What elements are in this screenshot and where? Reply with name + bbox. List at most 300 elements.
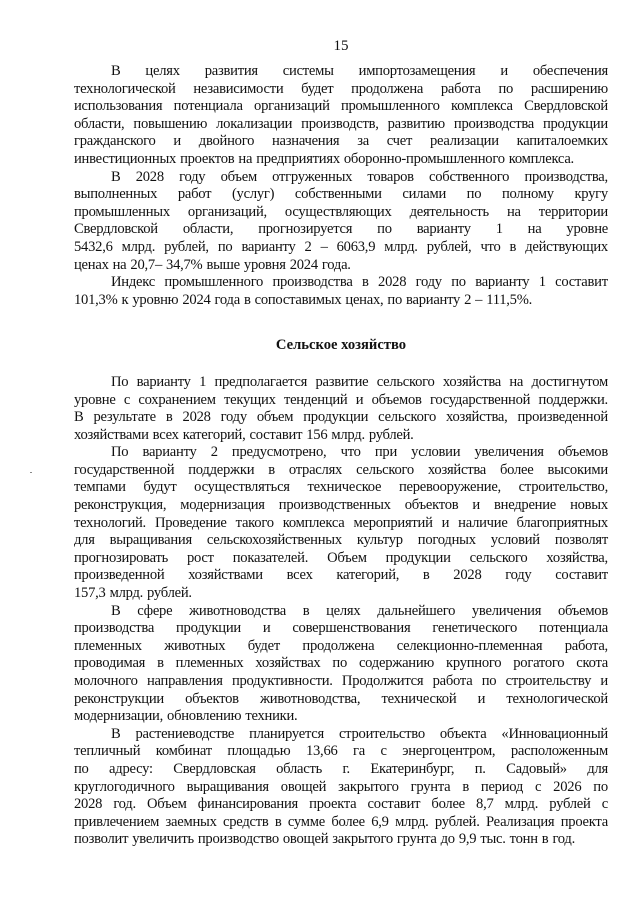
word: технологической — [74, 80, 176, 97]
section-heading: Сельское хозяйство — [275, 337, 407, 354]
word: хозяйствами — [74, 426, 149, 443]
word: рублей — [549, 796, 591, 813]
word: объекта — [439, 725, 487, 742]
word: Объем — [147, 796, 187, 813]
word: составит — [555, 567, 608, 584]
word: варианту — [142, 444, 197, 461]
word: племенных — [175, 655, 244, 672]
word: В — [111, 63, 121, 79]
word: продукции — [176, 620, 241, 637]
word: на — [527, 221, 542, 238]
word: сельского — [376, 373, 435, 390]
word: крупного — [446, 655, 502, 672]
word: осуществляющих — [284, 203, 392, 220]
word: продолжена — [302, 637, 375, 654]
word: закрытого — [338, 778, 399, 795]
word: продукции — [303, 409, 369, 426]
text-line — [74, 743, 608, 761]
word: составит — [555, 274, 608, 291]
text-line — [74, 479, 608, 497]
text-line — [74, 274, 608, 292]
word: на — [238, 150, 253, 167]
word: тонн — [509, 831, 538, 848]
word: производства, — [524, 168, 608, 185]
word: потенциала — [173, 98, 243, 115]
word: темпами — [74, 479, 126, 496]
text-line — [74, 221, 608, 239]
word: поддержки. — [538, 391, 608, 408]
word: категорий, — [336, 567, 400, 584]
word: продукции — [542, 115, 608, 132]
word: выращивания — [109, 532, 192, 549]
paragraph-livestock — [74, 603, 608, 726]
word: всех — [286, 567, 313, 584]
word: для — [74, 532, 95, 549]
text-line — [74, 673, 608, 691]
word: произведенной — [74, 567, 165, 584]
word: 1 — [538, 274, 546, 291]
word: объем — [256, 409, 294, 426]
word: развитие — [315, 373, 369, 390]
word: объемов — [557, 444, 608, 461]
word: в — [268, 461, 275, 478]
word: объектов — [404, 497, 459, 514]
word: тепличный — [74, 743, 141, 760]
word: 13,66 — [305, 743, 338, 760]
word: хозяйства — [442, 373, 501, 390]
word: территории — [538, 203, 608, 220]
word: увеличить — [132, 831, 194, 848]
word: сохранением — [138, 391, 216, 408]
word: в — [302, 602, 310, 619]
word: год. — [552, 831, 576, 848]
word: и — [173, 133, 181, 150]
word: производства — [453, 115, 534, 132]
word: года — [214, 291, 240, 308]
word: году — [505, 567, 532, 584]
word: и — [477, 690, 486, 707]
word: государственной — [74, 461, 175, 478]
text-line — [74, 532, 608, 550]
word: в — [422, 567, 430, 584]
word: по — [332, 655, 348, 672]
word: тенденций — [283, 391, 348, 408]
text-line — [74, 638, 608, 656]
word: увеличения — [471, 602, 542, 619]
word: на — [506, 203, 521, 220]
text-line — [74, 831, 608, 849]
word: работа — [432, 673, 473, 689]
word: реконструкция, — [74, 497, 167, 514]
word: с — [535, 778, 542, 795]
word: животноводства — [189, 602, 286, 619]
page-number: 15 — [333, 38, 349, 54]
word: продолжена — [351, 80, 424, 97]
word: 157,3 — [74, 585, 106, 602]
word: по — [481, 673, 497, 689]
text-line — [74, 655, 608, 673]
text-line — [74, 462, 608, 480]
word: выращивания — [186, 778, 269, 795]
word: 6063,9 — [336, 238, 376, 255]
word: варианту — [416, 221, 471, 238]
word: составит — [249, 426, 303, 443]
word: товаров — [367, 168, 414, 185]
word: млрд. — [121, 238, 156, 255]
word: проекта — [309, 796, 357, 813]
word: объемов — [557, 602, 608, 619]
word: 8,7 — [476, 796, 494, 813]
word: варианту — [406, 291, 461, 308]
word: 101,3% — [74, 291, 118, 308]
word: В — [111, 168, 121, 185]
word: сумме — [287, 813, 325, 830]
word: в — [157, 655, 164, 672]
text-line — [74, 497, 608, 515]
word: объемов — [371, 391, 422, 408]
word: хозяйства — [427, 461, 487, 478]
text-line — [74, 708, 608, 726]
word: достигнутом — [531, 373, 608, 390]
text-line — [74, 603, 608, 621]
word: потенциала — [538, 620, 608, 637]
word: для — [587, 760, 608, 777]
word: расположенным — [510, 743, 608, 760]
word: техническое — [307, 479, 382, 496]
text-line — [74, 98, 608, 116]
word: перевооружение, — [398, 479, 501, 496]
word: целях — [145, 63, 180, 79]
word: 1 — [199, 373, 207, 390]
word: что — [340, 444, 361, 461]
word: технологической — [506, 690, 608, 707]
word: расширению — [530, 80, 608, 97]
word: 2 — [210, 444, 218, 461]
word: кругу — [574, 186, 608, 203]
word: капиталоемких — [516, 133, 608, 150]
word: хозяйствах — [255, 655, 321, 672]
word: работа — [440, 80, 481, 97]
word: организаций — [254, 98, 330, 115]
word: 156 — [306, 426, 328, 443]
word: 2024 — [182, 291, 211, 308]
word: В — [111, 725, 121, 742]
word: более — [499, 461, 534, 478]
word: условий — [490, 532, 540, 549]
word: отраслях — [288, 461, 343, 478]
word: рост — [186, 549, 214, 566]
word: объем — [220, 168, 257, 185]
word: В — [74, 409, 84, 426]
word: производства — [272, 274, 353, 291]
word: 5432,6 — [74, 238, 113, 255]
word: объектов — [185, 690, 239, 707]
paragraph-industrial-production-index — [74, 274, 608, 309]
word: в — [362, 274, 369, 291]
word: текущих — [224, 391, 276, 408]
word: млрд. — [384, 238, 418, 255]
word: 2024 — [289, 256, 318, 273]
word: сельского — [469, 549, 528, 566]
word: в — [243, 291, 251, 308]
word: развитию — [387, 115, 445, 132]
word: г. — [342, 760, 350, 777]
word: выше — [206, 256, 240, 273]
word: 2028 — [135, 168, 164, 185]
word: сфере — [137, 602, 173, 619]
word: и — [472, 497, 480, 514]
word: В — [111, 602, 121, 619]
word: что — [480, 238, 501, 255]
word: круглогодичного — [74, 778, 175, 795]
word: по — [377, 221, 392, 238]
word: производственных — [278, 497, 391, 514]
paragraph-crop-production — [74, 726, 608, 849]
word: года. — [321, 256, 351, 273]
text-line — [74, 409, 608, 427]
word: 1 — [495, 221, 503, 238]
word: предусмотрено, — [231, 444, 327, 461]
word: животных — [164, 637, 226, 654]
word: комплекса — [451, 98, 513, 115]
word: хозяйствами — [188, 567, 263, 584]
word: адресу: — [109, 760, 153, 777]
word: мероприятий — [353, 514, 433, 531]
word: Свердловская — [173, 760, 256, 777]
word: локализации — [216, 115, 293, 132]
word: 9,9 — [458, 831, 477, 848]
word: Продолжится — [341, 673, 424, 689]
word: уровню — [132, 291, 179, 308]
word: планируется — [249, 725, 324, 742]
word: будет — [301, 80, 334, 97]
word: 2028 — [378, 274, 407, 291]
text-line — [74, 691, 608, 709]
word: строительство, — [518, 479, 608, 496]
word: будет — [247, 637, 280, 654]
word: по — [387, 291, 403, 308]
word: строительству — [505, 673, 592, 689]
word: двойного — [198, 133, 255, 150]
word: и — [500, 63, 508, 79]
text-line — [74, 151, 608, 169]
word: 2 — [304, 238, 312, 255]
word: ценах, — [345, 291, 384, 308]
word: По — [111, 444, 129, 461]
word: составит — [367, 796, 421, 813]
word: средств — [223, 813, 269, 830]
word: 2028 — [182, 409, 211, 426]
word: хозяйства, — [546, 549, 608, 566]
word: племенных — [74, 637, 142, 654]
paragraph-shipped-goods-forecast — [74, 169, 608, 275]
word: внедрение — [494, 497, 557, 514]
word: рублей. — [434, 813, 480, 830]
word: при — [374, 444, 398, 461]
word: работ — [177, 186, 212, 203]
word: такого — [235, 514, 274, 531]
word: 2028 — [74, 796, 103, 813]
word: обновлению — [167, 708, 242, 725]
word: собственного — [429, 168, 510, 185]
word: Индекс — [111, 274, 155, 291]
text-line — [74, 239, 608, 257]
word: в — [541, 831, 549, 848]
word: отгруженных — [272, 168, 353, 185]
word: сельского — [378, 409, 437, 426]
word: реализации — [429, 133, 499, 150]
word: силами — [402, 186, 446, 203]
text-line — [74, 133, 608, 151]
word: гражданского — [74, 133, 156, 150]
word: проекта — [560, 813, 608, 830]
word: область — [276, 760, 323, 777]
word: 2 — [464, 291, 472, 308]
text-line — [74, 779, 608, 797]
word: к — [121, 291, 129, 308]
word: Свердловской — [524, 98, 608, 115]
text-line — [74, 567, 608, 585]
paragraph-agriculture-variant-1 — [74, 374, 608, 444]
word: – — [475, 291, 483, 308]
word: более — [331, 813, 365, 830]
word: благоприятных — [516, 514, 608, 531]
word: государственной — [429, 391, 531, 408]
word: полному — [501, 186, 554, 203]
word: в — [165, 409, 173, 426]
word: уровне — [74, 391, 116, 408]
word: действующих — [525, 238, 608, 255]
word: тыс. — [480, 831, 506, 848]
text-line — [74, 796, 608, 814]
word: на — [112, 256, 127, 273]
word: период — [480, 778, 524, 795]
word: рублей, — [164, 238, 209, 255]
text-line — [74, 585, 608, 603]
word: и — [441, 514, 450, 531]
word: млрд. — [504, 796, 539, 813]
word: промышленного — [340, 98, 440, 115]
text-line — [74, 81, 608, 99]
word: техники. — [245, 708, 298, 725]
word: энергоцентром, — [402, 743, 496, 760]
text-line — [74, 427, 608, 445]
word: привлечением — [74, 813, 160, 830]
word: увеличения — [474, 444, 544, 461]
word: производство — [197, 831, 279, 848]
word: хозяйства, — [446, 409, 508, 426]
word: млрд. — [109, 585, 144, 602]
word: проводимая — [74, 655, 146, 672]
word: культур — [356, 532, 403, 549]
word: счет — [386, 133, 413, 150]
scan-speck — [30, 472, 32, 473]
word: модернизации, — [74, 708, 164, 725]
word: 6,9 — [371, 813, 389, 830]
word: производства — [74, 620, 155, 637]
word: дальнейшего — [377, 602, 456, 619]
word: показателей. — [232, 549, 309, 566]
word: площадью — [227, 743, 291, 760]
word: растениеводстве — [135, 725, 235, 742]
word: повышению — [133, 115, 208, 132]
word: работа, — [564, 637, 608, 654]
word: поддержки — [188, 461, 255, 478]
word: в — [274, 813, 282, 830]
word: целях — [326, 602, 361, 619]
word: производств, — [301, 115, 379, 132]
word: промышленного — [164, 274, 264, 291]
word: рублей, — [426, 238, 472, 255]
word: в — [462, 778, 469, 795]
word: категорий, — [182, 426, 246, 443]
word: до — [440, 831, 455, 848]
text-line — [74, 515, 608, 533]
word: год. — [113, 796, 136, 813]
word: рублей. — [147, 585, 192, 602]
word: комплекса. — [508, 150, 574, 167]
text-line — [74, 814, 608, 832]
word: всех — [152, 426, 179, 443]
word: грунта — [396, 831, 437, 848]
word: позволит — [74, 831, 129, 848]
word: высокими — [547, 461, 608, 478]
word: более — [431, 796, 465, 813]
word: овощей — [282, 831, 329, 848]
word: селекционно-племенная — [396, 637, 543, 654]
word: в — [509, 238, 517, 255]
paragraph-agriculture-variant-2 — [74, 444, 608, 602]
word: По — [111, 373, 129, 390]
word: году — [220, 409, 247, 426]
word: 34,7% — [166, 256, 203, 273]
word: проектов — [180, 150, 235, 167]
text-line — [74, 204, 608, 222]
word: по — [466, 186, 482, 203]
word: совершенствования — [292, 620, 411, 637]
text-line — [74, 63, 608, 81]
word: году — [415, 274, 442, 291]
word: и — [262, 620, 271, 637]
word: п. — [474, 760, 486, 777]
word: выполненных — [74, 186, 158, 203]
word: Екатеринбург, — [370, 760, 455, 777]
text-line — [74, 444, 608, 462]
word: сельскохозяйственных — [206, 532, 342, 549]
word: результате — [93, 409, 156, 426]
word: деятельность — [409, 203, 489, 220]
word: предприятиях — [256, 150, 340, 167]
paragraph-import-substitution — [74, 63, 608, 169]
word: на — [509, 373, 524, 390]
word: погодных — [417, 532, 476, 549]
word: системы — [282, 63, 334, 79]
word: уровня — [243, 256, 286, 273]
word: использования — [74, 98, 163, 115]
word: заемных — [165, 813, 217, 830]
word: варианту — [241, 238, 296, 255]
word: «Инновационный — [501, 725, 608, 742]
word: Реализация — [486, 813, 555, 830]
word: сопоставимых — [254, 291, 342, 308]
word: технологий. — [74, 514, 146, 531]
word: животноводства, — [259, 690, 361, 707]
text-line — [74, 550, 608, 568]
word: оборонно-промышленного — [343, 150, 505, 167]
word: грунта — [410, 778, 451, 795]
word: молочного — [74, 673, 138, 689]
word: области, — [182, 221, 234, 238]
